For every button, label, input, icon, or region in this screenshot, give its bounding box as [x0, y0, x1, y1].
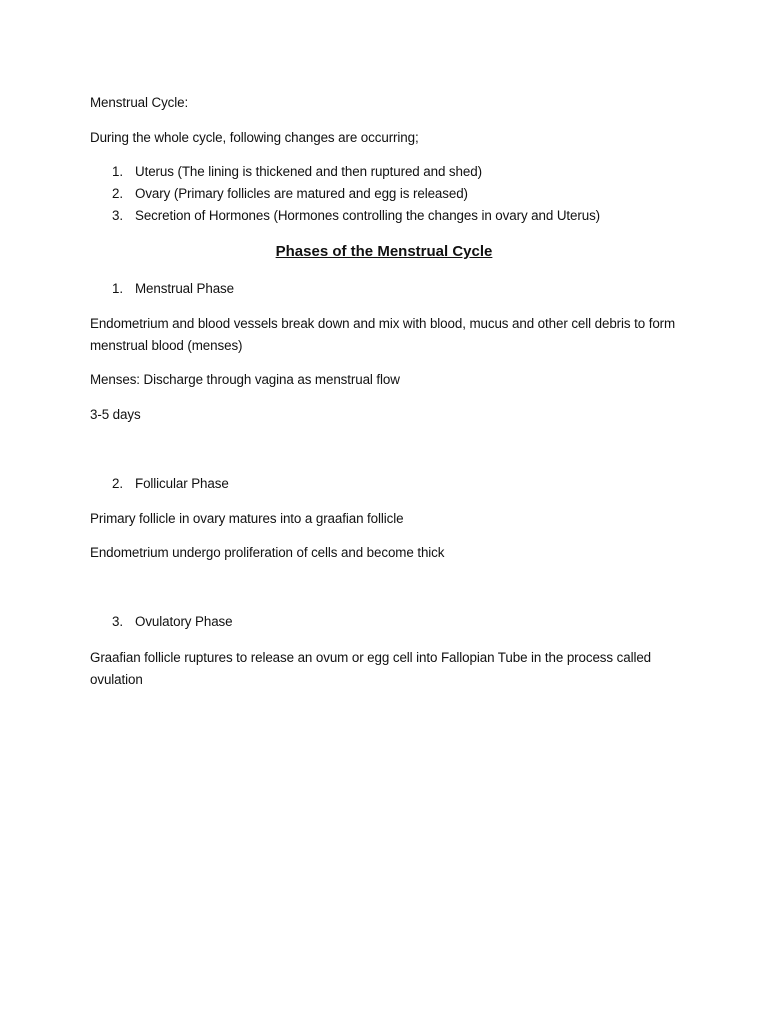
phase-number: 2. — [112, 476, 123, 491]
phase-paragraph: Primary follicle in ovary matures into a graafian follicle — [90, 511, 404, 526]
list-number: 3. — [112, 208, 123, 223]
list-item — [112, 161, 482, 183]
phase-number: 1. — [112, 281, 123, 296]
phase-title: Follicular Phase — [135, 476, 229, 491]
phase-number: 3. — [112, 614, 123, 629]
phase-heading — [112, 278, 234, 300]
intro-paragraph: During the whole cycle, following changes are occurring; — [90, 130, 419, 145]
phase-title: Menstrual Phase — [135, 281, 234, 296]
document-title: Menstrual Cycle: — [90, 95, 189, 110]
list-number: 2. — [112, 186, 123, 201]
section-heading: Phases of the Menstrual Cycle — [275, 243, 493, 260]
list-item-text: Secretion of Hormones (Hormones controlling the changes in ovary and Uterus) — [135, 208, 601, 223]
phase-heading — [112, 611, 233, 633]
list-item-text: Uterus (The lining is thickened and then ruptured and shed) — [135, 164, 482, 179]
list-item — [112, 183, 468, 205]
phase-paragraph: 3-5 days — [90, 407, 141, 422]
phase-paragraph: Endometrium undergo proliferation of cells and become thick — [90, 545, 445, 560]
list-number: 1. — [112, 164, 123, 179]
phase-paragraph: Graafian follicle ruptures to release an ovum or egg cell into Fallopian Tube in the process called ovulation — [90, 650, 652, 687]
phase-paragraph: Endometrium and blood vessels break down and mix with blood, mucus and other cell debris to form menstrual blood (menses) — [90, 316, 676, 353]
list-item-text: Ovary (Primary follicles are matured and egg is released) — [135, 186, 468, 201]
phase-heading — [112, 473, 229, 495]
phase-paragraph: Menses: Discharge through vagina as menstrual flow — [90, 372, 400, 387]
list-item — [112, 205, 600, 227]
phase-title: Ovulatory Phase — [135, 614, 233, 629]
